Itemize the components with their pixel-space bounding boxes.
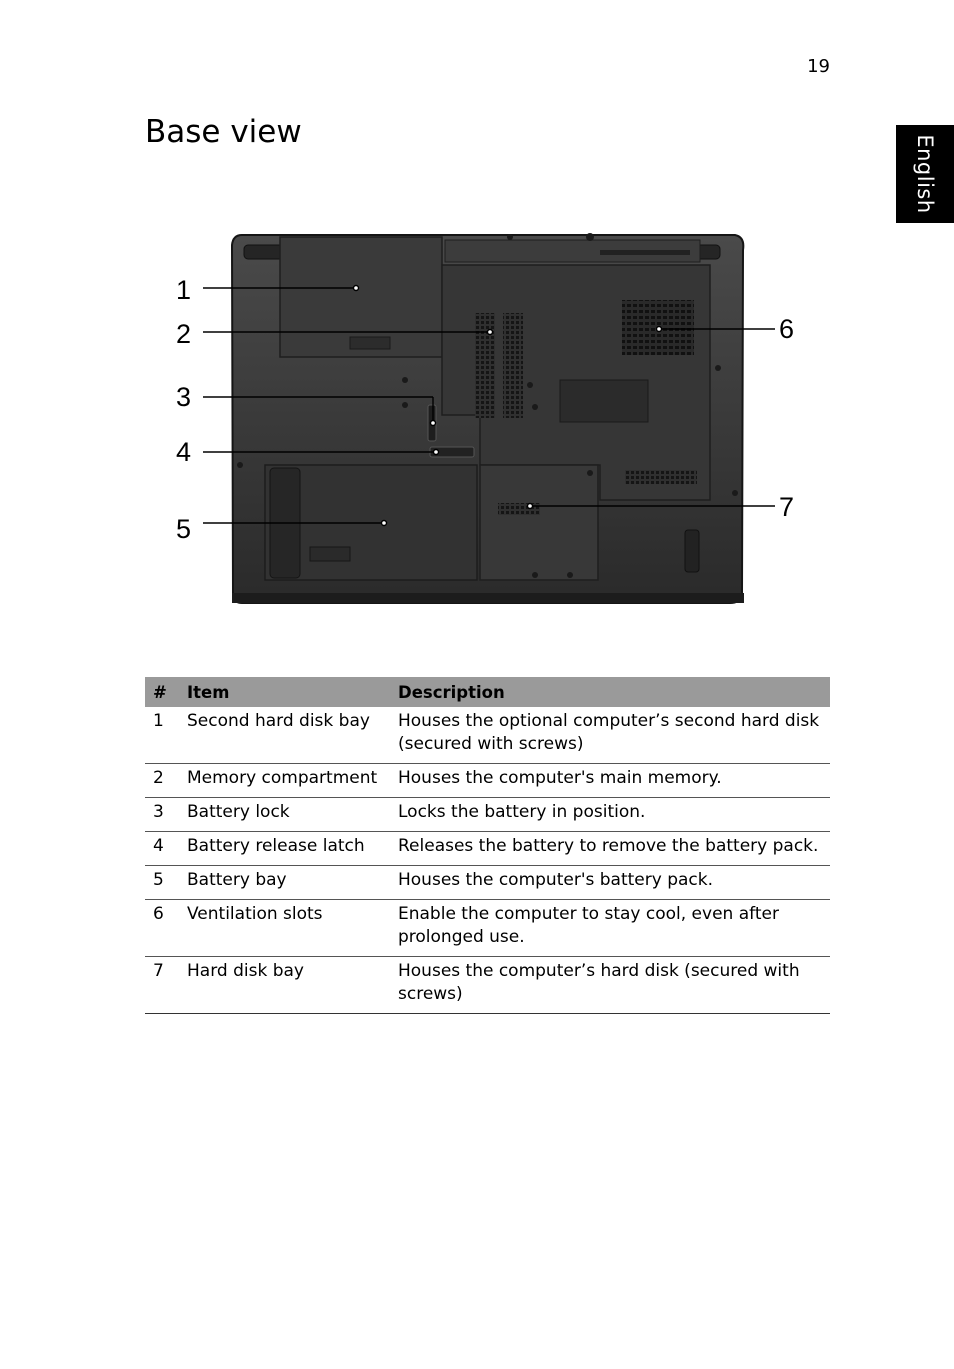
row-number: 2 <box>145 764 179 798</box>
row-description: Houses the computer's battery pack. <box>390 866 830 900</box>
table-row <box>145 900 830 957</box>
row-description: Releases the battery to remove the battery pack. <box>390 832 830 866</box>
page-title: Base view <box>145 114 302 150</box>
table-row <box>145 832 830 866</box>
row-number: 3 <box>145 798 179 832</box>
row-number: 1 <box>145 707 179 764</box>
row-number: 7 <box>145 957 179 1014</box>
row-description: Locks the battery in position. <box>390 798 830 832</box>
row-item: Hard disk bay <box>179 957 390 1014</box>
base-view-table <box>145 677 830 1014</box>
row-item: Battery release latch <box>179 832 390 866</box>
row-item: Second hard disk bay <box>179 707 390 764</box>
language-tab <box>896 125 954 223</box>
callout-5: 5 <box>176 514 192 544</box>
laptop-base-figure <box>170 225 810 610</box>
callout-6: 6 <box>779 314 795 344</box>
row-number: 4 <box>145 832 179 866</box>
row-description: Houses the optional computer’s second hard disk (secured with screws) <box>390 707 830 764</box>
row-item: Memory compartment <box>179 764 390 798</box>
row-description: Houses the computer's main memory. <box>390 764 830 798</box>
header-description: Description <box>390 677 830 707</box>
row-item: Ventilation slots <box>179 900 390 957</box>
laptop-base-illustration <box>170 225 810 610</box>
row-item: Battery bay <box>179 866 390 900</box>
row-description: Houses the computer’s hard disk (secured with screws) <box>390 957 830 1014</box>
table-row <box>145 866 830 900</box>
language-tab-label: English <box>913 134 937 214</box>
callout-7: 7 <box>779 492 795 522</box>
page-number: 19 <box>807 56 830 77</box>
callout-3: 3 <box>176 382 192 412</box>
header-number: # <box>145 677 179 707</box>
row-item: Battery lock <box>179 798 390 832</box>
callout-2: 2 <box>176 319 192 349</box>
header-item: Item <box>179 677 390 707</box>
row-number: 5 <box>145 866 179 900</box>
row-description: Enable the computer to stay cool, even after prolonged use. <box>390 900 830 957</box>
table-row <box>145 798 830 832</box>
table-header-row <box>145 677 830 707</box>
callout-4: 4 <box>176 437 192 467</box>
row-number: 6 <box>145 900 179 957</box>
callout-1: 1 <box>176 275 192 305</box>
table-row <box>145 707 830 764</box>
table-row <box>145 764 830 798</box>
table-row <box>145 957 830 1014</box>
